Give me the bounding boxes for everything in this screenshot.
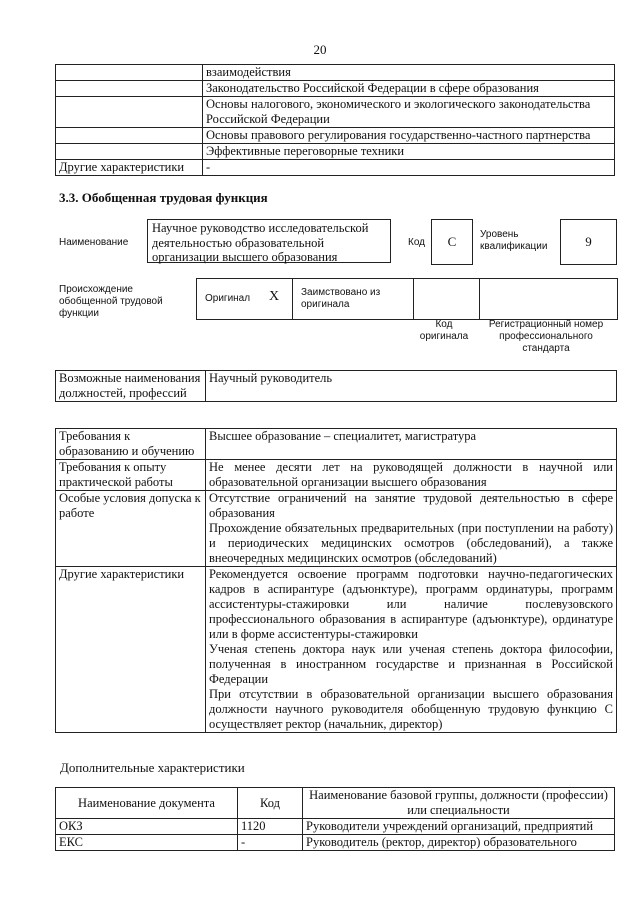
table-cell: ЕКС — [56, 835, 238, 851]
other-characteristics-value: - — [203, 160, 615, 176]
code-value: C — [431, 219, 473, 265]
requirements-table — [55, 428, 617, 733]
table-cell: 1120 — [238, 819, 303, 835]
table-row — [56, 491, 617, 567]
original-mark: X — [269, 289, 280, 304]
borrowed-label: Заимствовано из оригинала — [301, 287, 381, 310]
column-header: Код — [238, 788, 303, 819]
table-row — [56, 97, 615, 128]
experience-value: Не менее десяти лет на руководящей должности в научной или образовательной организации высшего образования — [206, 460, 617, 491]
table-row — [56, 160, 615, 176]
table-cell: ОКЗ — [56, 819, 238, 835]
education-value: Высшее образование – специалитет, магистратура — [206, 429, 617, 460]
reg-number-label: Регистрационный номер профессионального стандарта — [488, 319, 604, 354]
other-characteristics-label: Другие характеристики — [56, 567, 206, 733]
column-header: Наименование документа — [56, 788, 238, 819]
other-characteristics-item: При отсутствии в образовательной организации высшего образования должности научного руководителя обобщенную трудовую функцию C осуществляет ректор (начальник, директор) — [209, 687, 613, 731]
table-row — [56, 81, 615, 97]
page-number: 20 — [313, 42, 327, 57]
table-cell: Руководитель (ректор, директор) образовательного — [303, 835, 615, 851]
function-name: Научное руководство исследовательской деятельностью образовательной организации высшего образования — [147, 219, 391, 263]
table-cell: Законодательство Российской Федерации в сфере образования — [203, 81, 615, 97]
special-conditions-value — [206, 491, 617, 567]
level-value: 9 — [560, 219, 617, 265]
table-row — [56, 835, 615, 851]
positions-table — [55, 370, 617, 402]
table-cell: - — [238, 835, 303, 851]
table-row — [56, 371, 617, 402]
origin-label: Происхождение обобщенной трудовой функции — [59, 284, 163, 319]
table-row — [56, 128, 615, 144]
additional-table — [55, 787, 615, 851]
table-header-row — [56, 788, 615, 819]
original-label: Оригинал — [205, 293, 251, 304]
table-row — [56, 65, 615, 81]
code-original-label: Код оригинала — [419, 319, 469, 342]
other-characteristics-item: Ученая степень доктора наук или ученая степень доктора философии, полученная в иностранном государстве и признанная в Российской Федерации — [209, 642, 613, 686]
special-conditions-item: Отсутствие ограничений на занятие трудовой деятельностью в сфере образования — [209, 491, 613, 520]
other-characteristics-item: Рекомендуется освоение программ подготовки научно-педагогических кадров в аспирантуре (адъюнктуре), программ ординатуры, программ ассистентуры-стажировки или наличие послевузовского профессионального образования в аспирантуре (адъюнктуре), ординатуре или в форме ассистентуры-стажировки — [209, 567, 613, 641]
table-cell: Эффективные переговорные техники — [203, 144, 615, 160]
table-cell: Основы правового регулирования государственно-частного партнерства — [203, 128, 615, 144]
special-conditions-label: Особые условия допуска к работе — [56, 491, 206, 567]
name-label: Наименование — [59, 237, 129, 248]
table-cell: Основы налогового, экономического и экологического законодательства Российской Федерации — [203, 97, 615, 128]
positions-label: Возможные наименования должностей, профессий — [56, 371, 206, 402]
table-cell: Руководители учреждений организаций, предприятий — [303, 819, 615, 835]
positions-value: Научный руководитель — [206, 371, 617, 402]
other-characteristics-value — [206, 567, 617, 733]
level-label: Уровень квалификации — [480, 229, 548, 252]
table-cell: взаимодействия — [203, 65, 615, 81]
section-title: 3.3. Обобщенная трудовая функция — [59, 190, 268, 205]
special-conditions-item: Прохождение обязательных предварительных (при поступлении на работу) и периодических медицинских осмотров (обследований), а также внеочередных медицинских осмотров (обследований) — [209, 521, 613, 565]
table-row — [56, 144, 615, 160]
table-row — [56, 460, 617, 491]
table-row — [56, 567, 617, 733]
divider — [292, 279, 293, 319]
origin-box — [196, 278, 618, 320]
table-row — [56, 429, 617, 460]
code-label: Код — [408, 237, 426, 248]
divider — [479, 279, 480, 319]
divider — [413, 279, 414, 319]
additional-title: Дополнительные характеристики — [60, 760, 245, 775]
column-header: Наименование базовой группы, должности (профессии) или специальности — [303, 788, 615, 819]
top-table — [55, 64, 615, 176]
education-label: Требования к образованию и обучению — [56, 429, 206, 460]
table-row — [56, 819, 615, 835]
other-characteristics-label: Другие характеристики — [56, 160, 203, 176]
experience-label: Требования к опыту практической работы — [56, 460, 206, 491]
